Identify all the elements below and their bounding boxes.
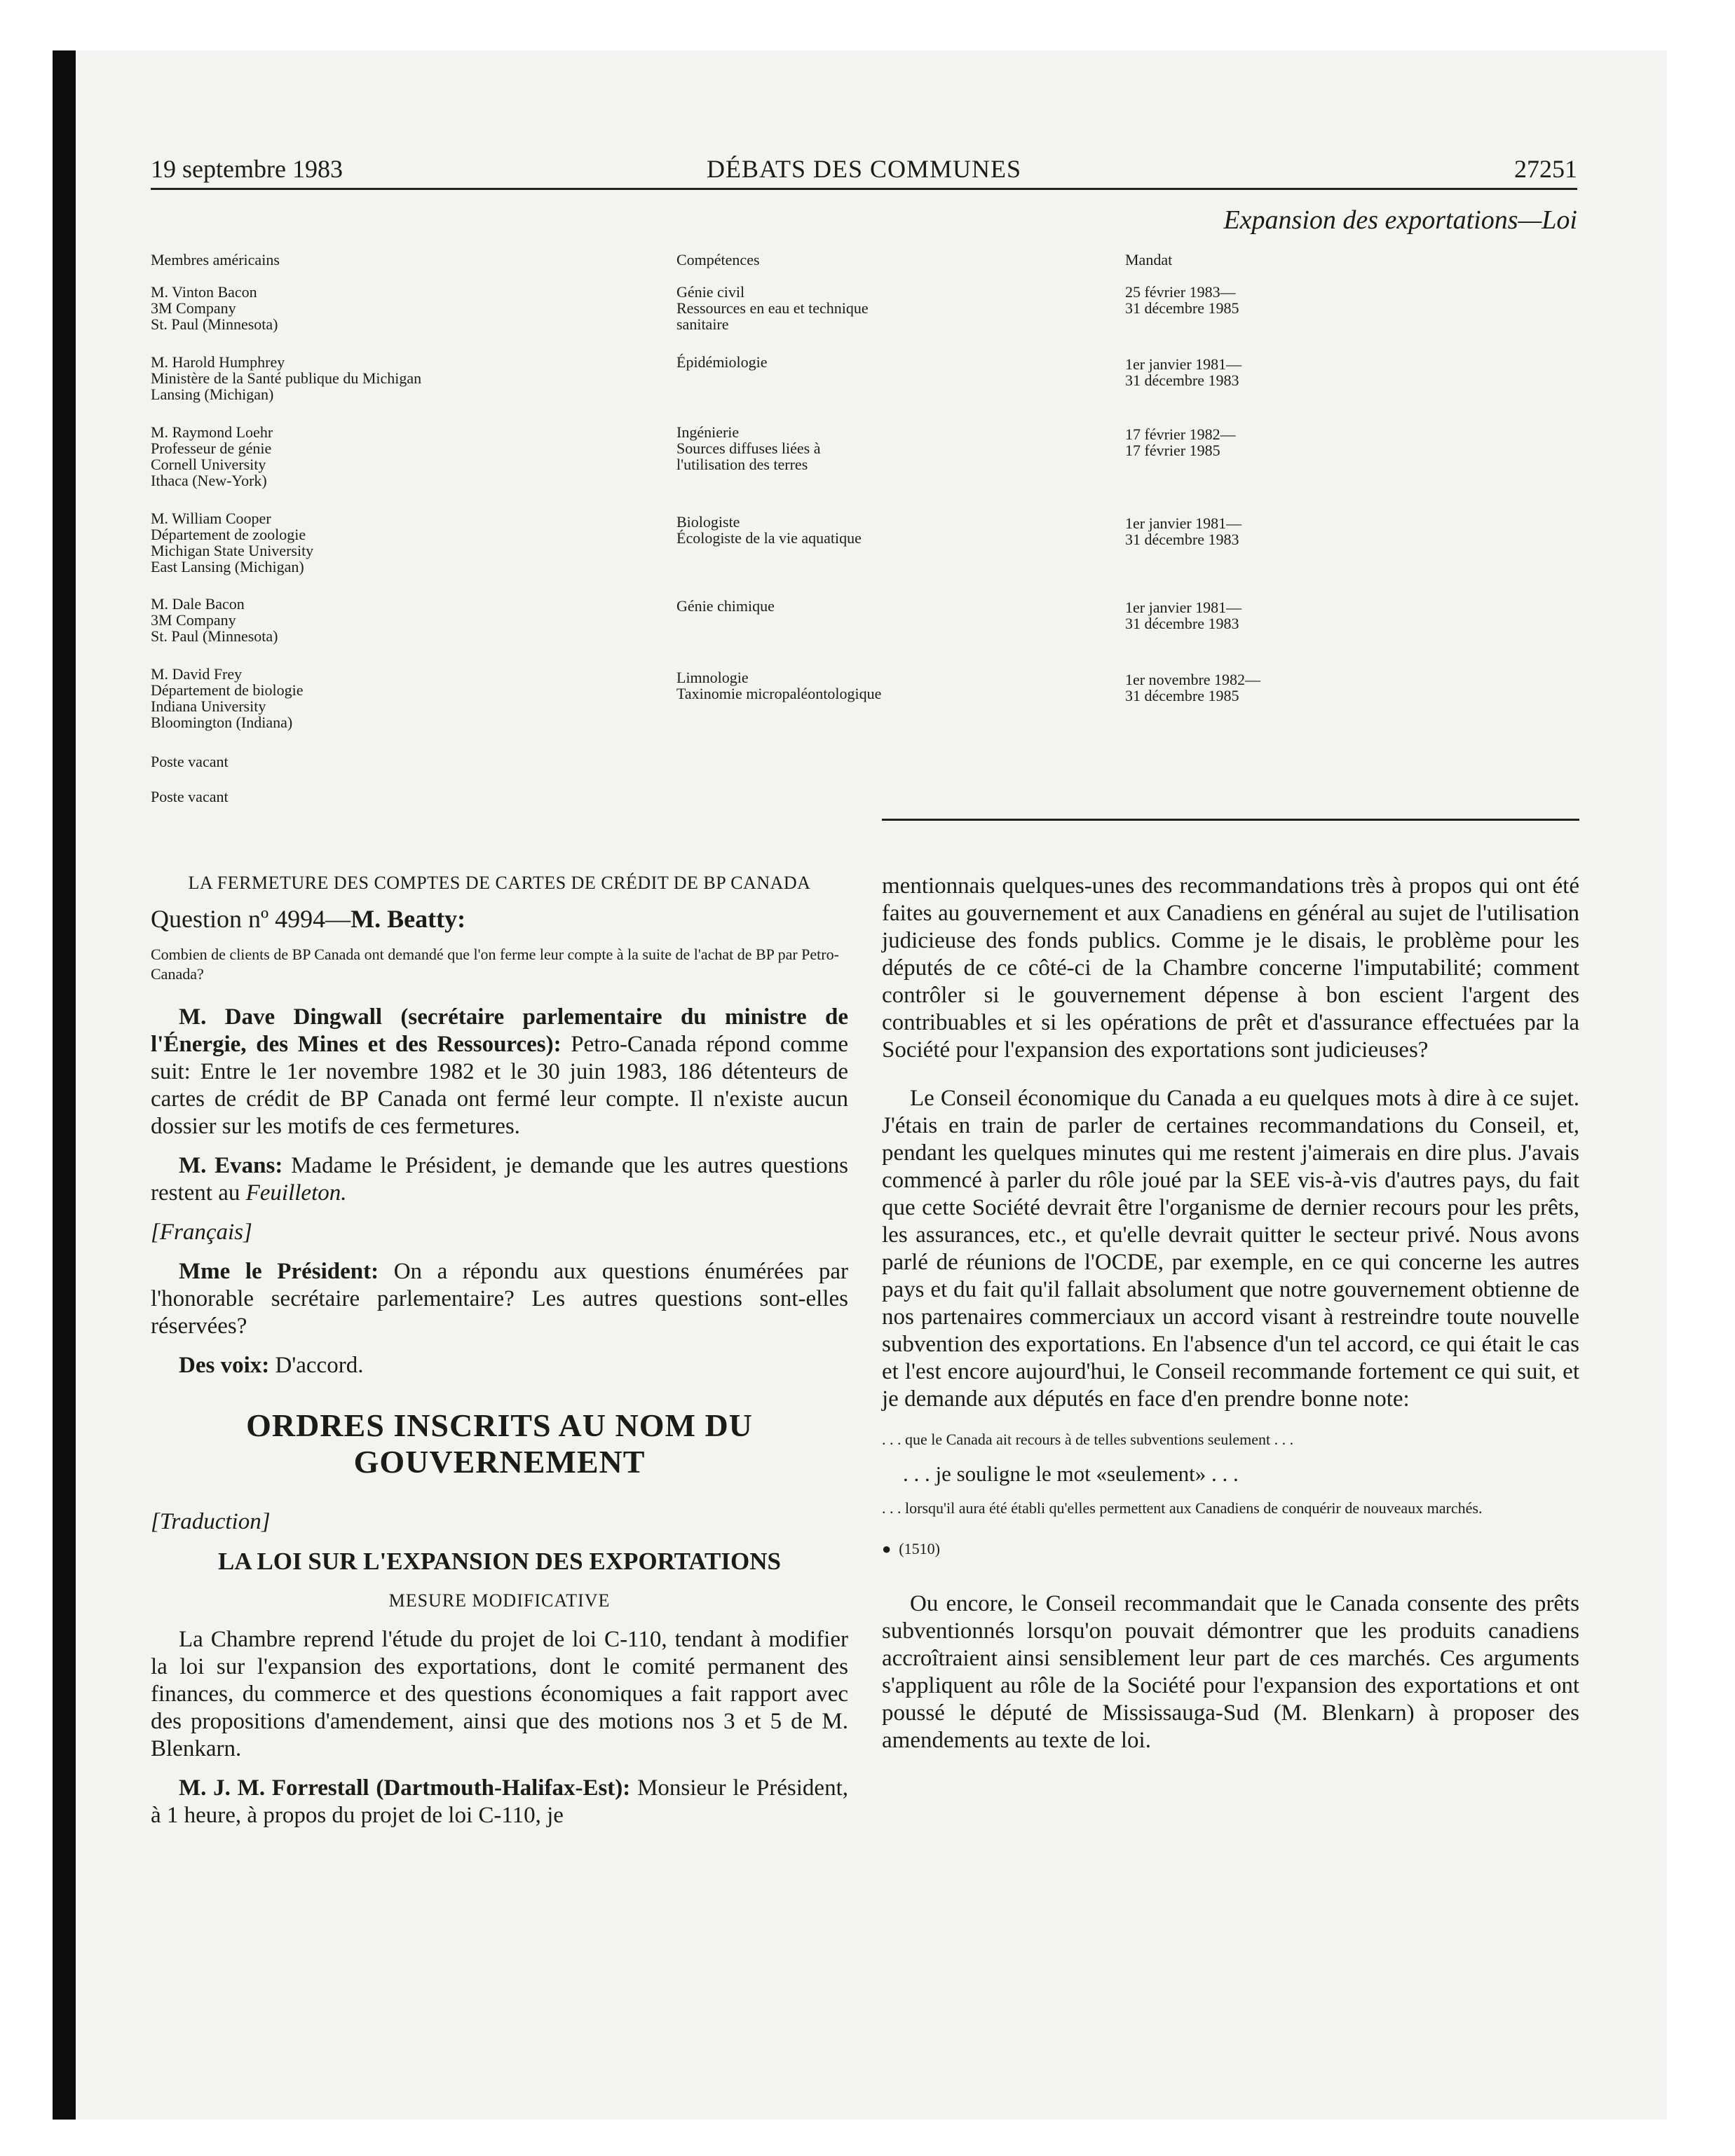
- president-paragraph: Mme le Président: On a répondu aux questions énumérées par l'honorable secrétaire parlementaire? Les autres questions sont-elles réservées?: [151, 1259, 848, 1339]
- skill-cell: Épidémiologie: [676, 353, 768, 371]
- paragraph: mentionnais quelques-unes des recommandations très à propos qui ont été faites au gouvernement et aux Canadiens en général au sujet de l'utilisation judicieuse des fonds publics. Comme je le disais, le problème pour les députés de ce côté-ci de la Chambre concerne l'imputabilité; comment contrôler si le gouvernement dépense à bon escient l'argent des contribuables et si les opérations de prêt et d'assurance effectuées par la Société pour l'expansion des exportations sont judicieuses?: [882, 873, 1579, 1063]
- evans-paragraph: M. Evans: Madame le Président, je demande que les autres questions restent au Feuilleton.: [151, 1153, 849, 1206]
- speaker-name: Mme le Président:: [179, 1259, 379, 1284]
- answer-paragraph: M. Dave Dingwall (secrétaire parlementaire du ministre de l'Énergie, des Mines et des Ressources): Petro-Canada répond comme suit: Entre le 1er novembre 1982 et le 30 juin 1983, 186 détenteurs de cartes de crédit de BP Canada ont fermé leur compte. Il n'existe aucun dossier sur les motifs de ces fermetures.: [151, 1004, 848, 1139]
- skill-cell: Ingénierie Sources diffuses liées à l'utilisation des terres: [676, 423, 821, 473]
- mandate-cell: 1er janvier 1981— 31 décembre 1983: [1125, 355, 1242, 389]
- language-marker: [Traduction]: [151, 1509, 271, 1534]
- law-heading: LA LOI SUR L'EXPANSION DES EXPORTATIONS: [218, 1548, 781, 1575]
- members-header: Membres américains: [151, 251, 280, 268]
- quotation: . . . que le Canada ait recours à de telles subventions seulement . . .: [882, 1431, 1294, 1448]
- question-title: LA FERMETURE DES COMPTES DE CARTES DE CRÉDIT DE BP CANADA: [188, 873, 811, 893]
- scan-binding-edge: [53, 50, 76, 2120]
- bullet-icon: ●: [882, 1540, 892, 1557]
- header-date: 19 septembre 1983: [151, 155, 343, 183]
- mandate-cell: 1er novembre 1982— 31 décembre 1985: [1125, 671, 1261, 704]
- member-cell: M. William Cooper Département de zoologie Michigan State University East Lansing (Michigan): [151, 510, 314, 575]
- right-column: [882, 873, 1579, 1766]
- header-title: DÉBATS DES COMMUNES: [706, 155, 1022, 183]
- member-cell: M. David Frey Département de biologie Indiana University Bloomington (Indiana): [151, 665, 304, 731]
- chamber-paragraph: La Chambre reprend l'étude du projet de loi C-110, tendant à modifier la loi sur l'expansion des exportations, dont le comité permanent des finances, du commerce et des questions économiques a fait rapport avec des propositions d'amendement, ainsi que des motions nos 3 et 5 de M. Blenkarn.: [151, 1627, 848, 1761]
- page-header: [151, 153, 1577, 190]
- speaker-name: M. Dave Dingwall (secrétaire parlementaire du ministre de l'Énergie, des Mines et des Ressources):: [151, 1004, 848, 1057]
- skill-cell: Génie civil Ressources en eau et technique sanitaire: [676, 283, 869, 333]
- skill-cell: Génie chimique: [676, 597, 775, 615]
- vacant-post: Poste vacant: [151, 753, 229, 770]
- scan-margin: [0, 0, 53, 2156]
- quotation: . . . lorsqu'il aura été établi qu'elles permettent aux Canadiens de conquérir de nouveaux marchés.: [882, 1499, 1483, 1517]
- member-cell: M. Harold Humphrey Ministère de la Santé publique du Michigan Lansing (Michigan): [151, 353, 422, 403]
- vacant-post: Poste vacant: [151, 788, 229, 805]
- skills-header: Compétences: [676, 251, 760, 268]
- skill-cell: Biologiste Écologiste de la vie aquatique: [676, 513, 862, 547]
- member-cell: M. Raymond Loehr Professeur de génie Cornell University Ithaca (New-York): [151, 423, 273, 489]
- speaker-name: Des voix:: [179, 1353, 270, 1378]
- running-title: Expansion des exportations—Loi: [1223, 205, 1577, 235]
- speaker-name: M. Evans:: [179, 1153, 283, 1178]
- question-text: Combien de clients de BP Canada ont demandé que l'on ferme leur compte à la suite de l'achat de BP par Petro-Canada?: [151, 946, 839, 983]
- skill-cell: Limnologie Taxinomie micropaléontologique: [676, 669, 882, 702]
- mandate-cell: 1er janvier 1981— 31 décembre 1983: [1125, 514, 1242, 548]
- timestamp: ● (1510): [882, 1540, 940, 1557]
- mandate-cell: 1er janvier 1981— 31 décembre 1983: [1125, 599, 1242, 632]
- forrestall-paragraph: M. J. M. Forrestall (Dartmouth-Halifax-Est): Monsieur le Président, à 1 heure, à propos du projet de loi C-110, je: [151, 1775, 848, 1828]
- section-divider: [882, 819, 1579, 821]
- orders-heading: ORDRES INSCRITS AU NOM DU GOUVERNEMENT: [246, 1407, 753, 1480]
- member-cell: M. Vinton Bacon 3M Company St. Paul (Minnesota): [151, 283, 278, 333]
- speaker-name: M. J. M. Forrestall (Dartmouth-Halifax-Est):: [179, 1775, 631, 1801]
- member-cell: M. Dale Bacon 3M Company St. Paul (Minnesota): [151, 595, 278, 645]
- question-heading: Question nº 4994—M. Beatty:: [151, 905, 466, 933]
- left-column: [151, 873, 848, 1841]
- voices-paragraph: Des voix: D'accord.: [179, 1353, 364, 1378]
- paragraph: Ou encore, le Conseil recommandait que le Canada consente des prêts subventionnés lorsqu'on pouvait démontrer que les produits canadiens accroîtraient ainsi sensiblement leur part de ces marchés. Ces arguments s'appliquent au rôle de la Société pour l'expansion des exportations et ont poussé le député de Mississauga-Sud (M. Blenkarn) à proposer des amendements au texte de loi.: [882, 1591, 1579, 1753]
- mandate-header: Mandat: [1125, 251, 1173, 268]
- measure-heading: MESURE MODIFICATIVE: [388, 1590, 611, 1611]
- language-marker: [Français]: [151, 1220, 252, 1245]
- page-number: 27251: [1514, 155, 1577, 183]
- paragraph: Le Conseil économique du Canada a eu quelques mots à dire à ce sujet. J'étais en train de parler de certaines recommandations du Conseil, et, pendant les quelques minutes qui me restent j'aimerais en dire plus. J'avais commencé à parler du rôle joué par la SEE vis-à-vis d'autres pays, du fait que cette Société devrait être l'organisme de dernier recours pour les prêts, les assurances, etc., et qu'elle devrait quitter le secteur privé. Nous avons parlé de réunions de l'OCDE, par exemple, en ce qui concerne les autres pays et du fait qu'il fallait absolument que notre gouvernement obtienne de nos partenaires commerciaux un accord visant à restreindre toute nouvelle subvention des exportations. En l'absence d'un tel accord, ce qui était le cas et l'est encore aujourd'hui, le Conseil recommande fortement ce qui suit, et je demande aux députés en face d'en prendre bonne note:: [882, 1086, 1579, 1412]
- quotation: . . . je souligne le mot «seulement» . . .: [903, 1461, 1239, 1486]
- mandate-cell: 17 février 1982— 17 février 1985: [1125, 425, 1236, 459]
- mandate-cell: 25 février 1983— 31 décembre 1985: [1125, 283, 1239, 317]
